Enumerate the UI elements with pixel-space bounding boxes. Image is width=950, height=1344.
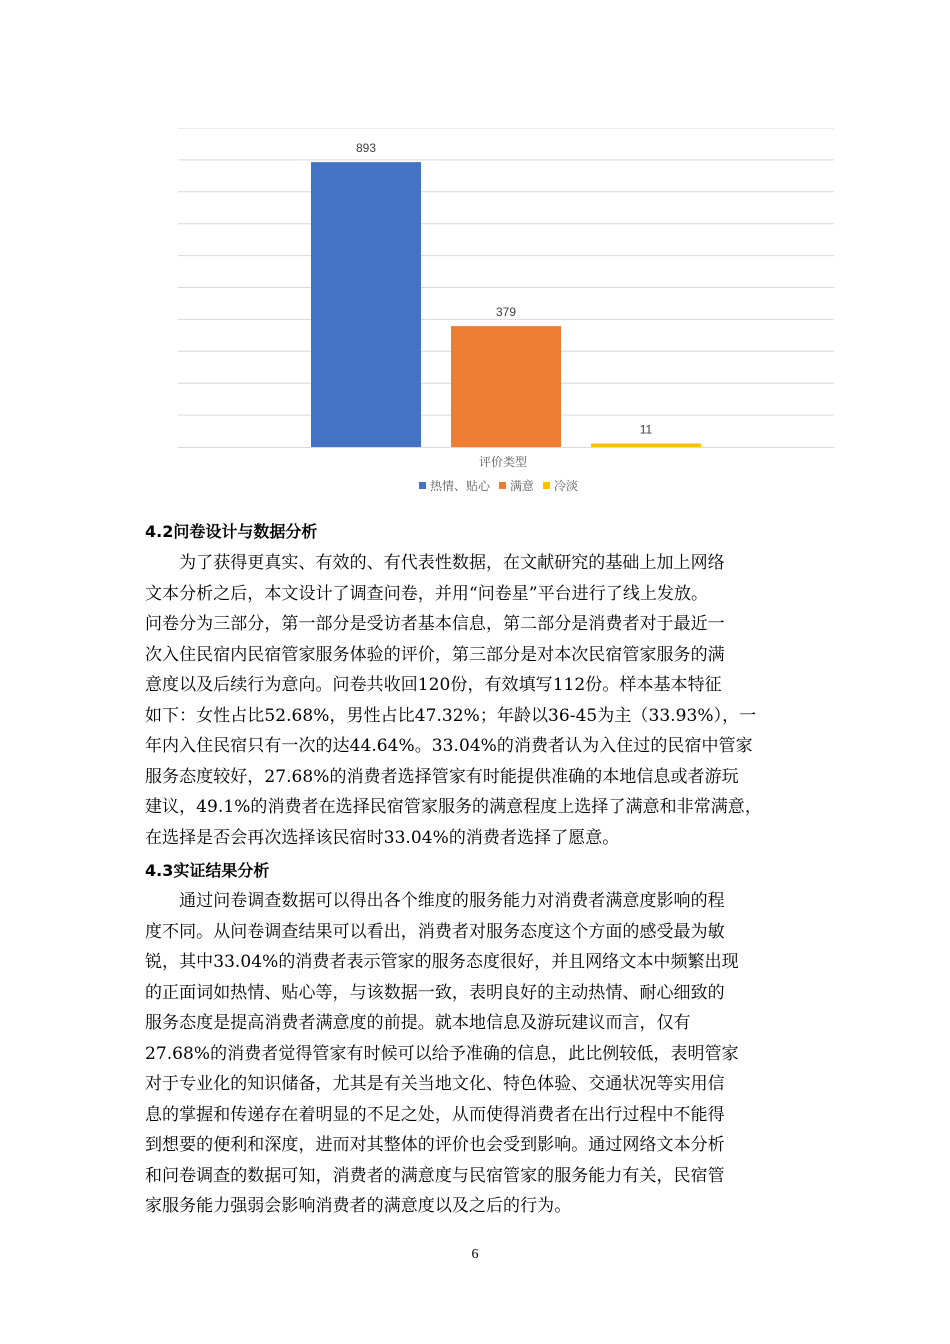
page-number: 6: [471, 1247, 479, 1262]
bar-2: [451, 326, 561, 447]
bar-chart: [170, 128, 850, 508]
text-line: 年内入住民宿只有一次的达44.64%。33.04%的消费者认为入住过的民宿中管家: [145, 736, 753, 756]
data-label: 379: [495, 305, 517, 320]
text-line: 如下：女性占比52.68%，男性占比47.32%；年龄以36-45为主（33.93%），一: [145, 705, 757, 726]
text-line: 次入住民宿内民宿管家服务体验的评价，第三部分是对本次民宿管家服务的满: [145, 644, 725, 665]
text-line: 服务态度是提高消费者满意度的前提。就本地信息及游玩建议而言，仅有: [145, 1013, 691, 1033]
text-line: 建议，49.1%的消费者在选择民宿管家服务的满意程度上选择了满意和非常满意，: [145, 797, 762, 817]
legend-swatch: [543, 482, 550, 489]
text-line: 度不同。从问卷调查结果可以看出，消费者对服务态度这个方面的感受最为敏: [145, 921, 725, 942]
text-line: 家服务能力强弱会影响消费者的满意度以及之后的行为。: [145, 1196, 572, 1216]
legend-label: 满意: [510, 479, 535, 493]
paragraph-empirical-results: [145, 886, 821, 1222]
legend-swatch: [419, 482, 426, 489]
text-line: 问卷分为三部分，第一部分是受访者基本信息，第二部分是消费者对于最近一: [145, 614, 725, 634]
data-label: 11: [639, 422, 653, 437]
text-line: 为了获得更真实、有效的、有代表性数据，在文献研究的基础上加上网络: [145, 553, 725, 573]
bar-3: [591, 443, 701, 447]
text-line: 的正面词如热情、贴心等，与该数据一致，表明良好的主动热情、耐心细致的: [145, 982, 725, 1003]
section-heading-4-2: 4.2问卷设计与数据分析: [145, 522, 318, 541]
paragraph-questionnaire-design: [145, 548, 821, 853]
legend: [419, 478, 578, 493]
text-line: 息的掌握和传递存在着明显的不足之处，从而使得消费者在出行过程中不能得: [145, 1104, 725, 1125]
text-line: 到想要的便利和深度，进而对其整体的评价也会受到影响。通过网络文本分析: [145, 1135, 725, 1155]
bar-1: [311, 162, 421, 447]
text-line: 通过问卷调查数据可以得出各个维度的服务能力对消费者满意度影响的程: [145, 891, 725, 911]
text-line: 意度以及后续行为意向。问卷共收回120份，有效填写112份。样本基本特征: [145, 675, 722, 695]
text-line: 服务态度较好，27.68%的消费者选择管家有时能提供准确的本地信息或者游玩: [145, 766, 739, 787]
text-line: 锐，其中33.04%的消费者表示管家的服务态度很好，并且网络文本中频繁出现: [145, 952, 739, 972]
legend-label: 冷淡: [554, 479, 579, 493]
x-axis-label: 评价类型: [478, 455, 528, 469]
text-line: 27.68%的消费者觉得管家有时候可以给予准确的信息，此比例较低，表明管家: [145, 1043, 739, 1064]
text-line: 对于专业化的知识储备，尤其是有关当地文化、特色体验、交通状况等实用信: [145, 1074, 725, 1094]
text-line: 和问卷调查的数据可知，消费者的满意度与民宿管家的服务能力有关，民宿管: [145, 1165, 725, 1186]
legend-label: 热情、贴心: [430, 479, 491, 493]
text-line: 文本分析之后，本文设计了调查问卷，并用“问卷星”平台进行了线上发放。: [145, 583, 709, 604]
data-label: 893: [355, 141, 377, 156]
legend-swatch: [499, 482, 506, 489]
section-heading-4-3: 4.3实证结果分析: [145, 861, 270, 880]
text-line: 在选择是否会再次选择该民宿时33.04%的消费者选择了愿意。: [145, 827, 620, 848]
